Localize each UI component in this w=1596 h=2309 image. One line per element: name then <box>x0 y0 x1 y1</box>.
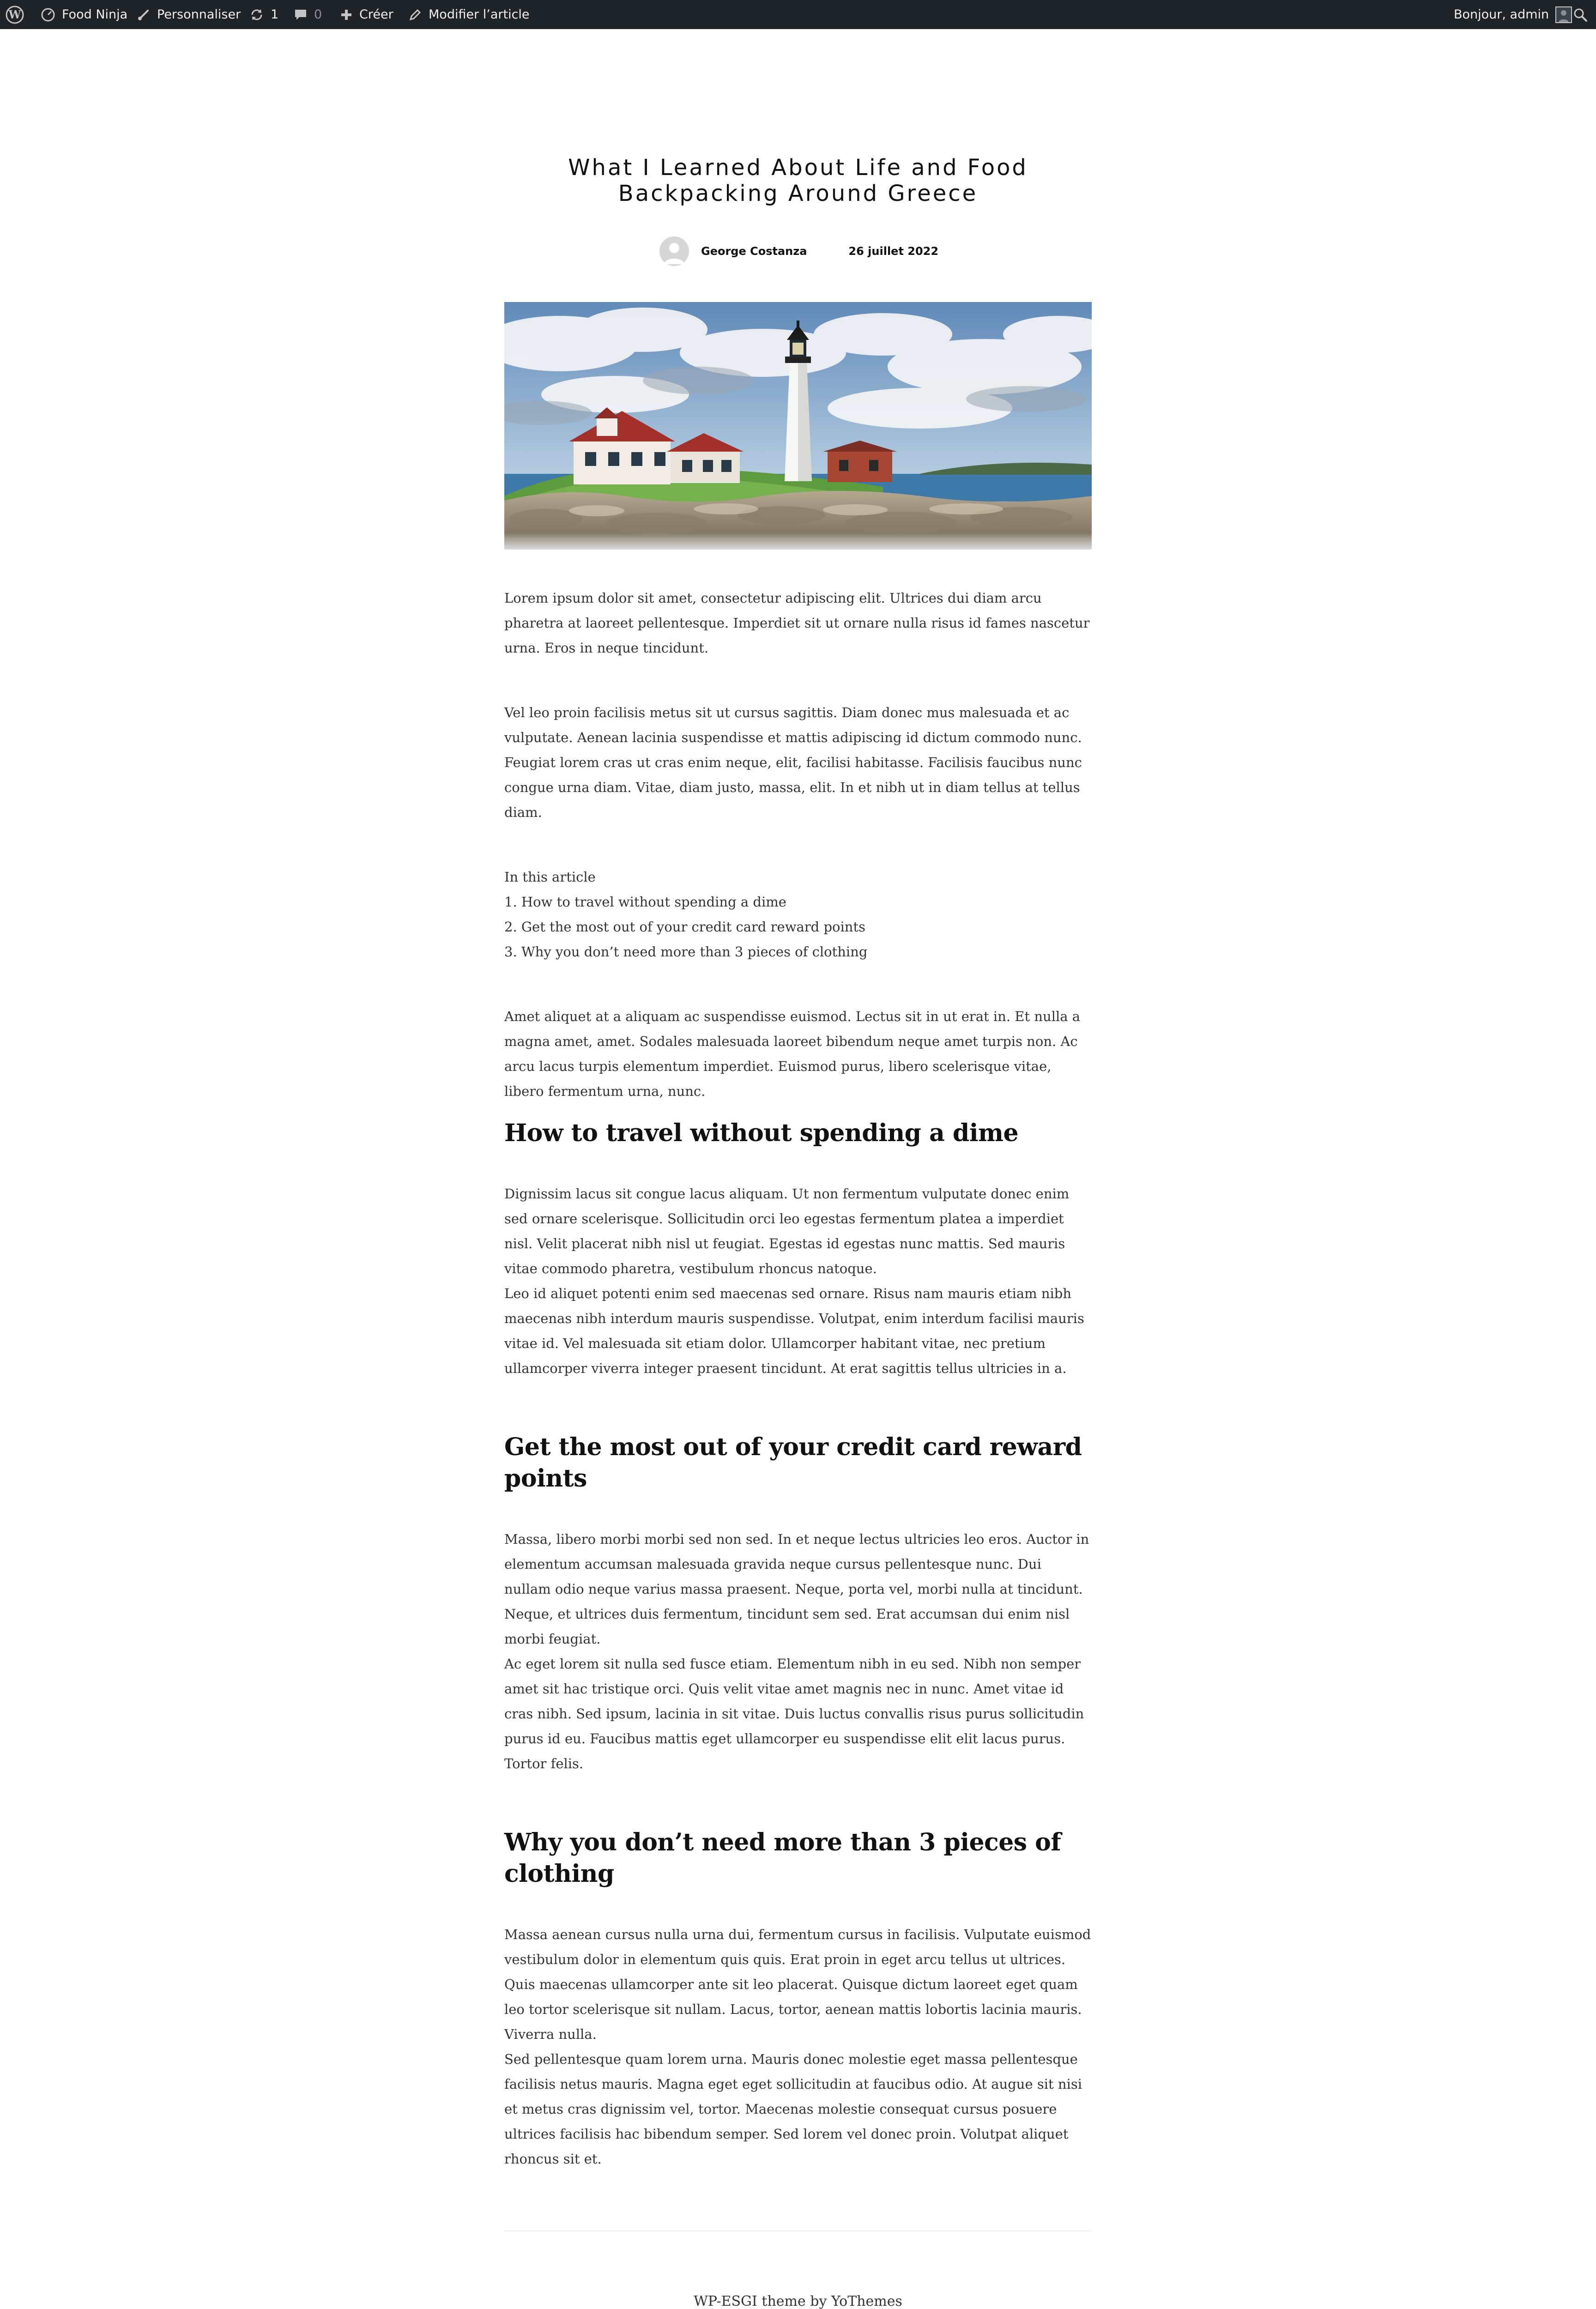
section-2-paragraph-2: Ac eget lorem sit nulla sed fusce etiam. Elementum nibh in eu sed. Nibh non semper amet sit hac tristique orci. Quis velit vitae amet magnis nec in nunc. Amet vitae id cras nibh. Sed ipsum, lacinia in sit vitae. Duis luctus convallis risus purus sollicitudin purus id eu. Faucibus mattis eget ullamcorper eu suspendisse elit elit lacus purus. Tortor felis. <box>504 1656 1084 1771</box>
table-of-contents <box>504 864 1092 964</box>
paragraph-intro-1: Lorem ipsum dolor sit amet, consectetur adipiscing elit. Ultrices dui diam arcu pharetra at laoreet pellentesque. Imperdiet sit ut ornare nulla risus id fames nascetur urna. Eros in neque tincidunt. <box>504 590 1090 656</box>
featured-image <box>504 302 1092 550</box>
edit-label: Modifier l’article <box>429 7 530 22</box>
admin-avatar-icon <box>1555 6 1572 23</box>
section-1-paragraph-2: Leo id aliquet potenti enim sed maecenas sed ornare. Risus nam mauris etiam nibh maecenas nibh interdum mauris suspendisse. Volutpat, enim interdum facilisi mauris vitae id. Vel malesuada sit etiam dolor. Ullamcorper habitant vitae, nec pretium ullamcorper viverra integer praesent tincidunt. At erat sagittis tellus ultricies in a. <box>504 1286 1084 1376</box>
paintbrush-icon <box>137 8 151 22</box>
post-date[interactable]: 26 juillet 2022 <box>848 245 939 258</box>
section-2-paragraph-1: Massa, libero morbi morbi sed non sed. In et neque lectus ultricies leo eros. Auctor in elementum accumsan malesuada gravida neque cursus pellentesque nunc. Dui nullam odio neque varius massa praesent. Neque, porta vel, morbi nulla at tincidunt. Neque, et ultrices duis fermentum, tincidunt sem sed. Erat accumsan dui enim nisl morbi feugiat. <box>504 1531 1089 1647</box>
toc-heading: In this article <box>504 869 596 885</box>
post-author-link[interactable]: George Costanza <box>701 245 807 258</box>
updates-count: 1 <box>271 7 279 22</box>
heading-section-1: How to travel without spending a dime <box>504 1119 1019 1147</box>
post-content <box>504 586 1092 2171</box>
section-3-paragraph-2: Sed pellentesque quam lorem urna. Mauris donec molestie eget massa pellentesque facilisis netus mauris. Magna eget eget sollicitudin at faucibus odio. At augue sit nisi et metus cras dignissim vel, tortor. Maecenas molestie consequat cursus posuere ultrices facilisis hac bibendum semper. Sed lorem vel donec proin. Volutpat aliquet rhoncus sit et. <box>504 2051 1082 2167</box>
greeting-label: Bonjour, admin <box>1454 7 1549 22</box>
footer-divider <box>504 2230 1092 2231</box>
comments-count: 0 <box>314 7 322 22</box>
post-title <box>462 155 1134 206</box>
heading-section-3: Why you don’t need more than 3 pieces of clothing <box>504 1828 1061 1888</box>
admin-bar <box>0 0 1596 29</box>
post-title-line-1: What I Learned About Life and Food <box>568 155 1028 181</box>
dashboard-icon <box>41 7 55 22</box>
site-name-link[interactable] <box>41 0 127 29</box>
footer-credit: WP-ESGI theme by YoThemes <box>694 2293 902 2309</box>
section-1-paragraph-1: Dignissim lacus sit congue lacus aliquam. Ut non fermentum vulputate donec enim sed ornare scelerisque. Sollicitudin orci leo egestas fermentum platea a imperdiet nisl. Velit placerat nibh nisl ut feugiat. Egestas id egestas nunc mattis. Sed mauris vitae commodo pharetra, vestibulum rhoncus natoque. <box>504 1186 1070 1276</box>
toc-item-2: 2. Get the most out of your credit card reward points <box>504 919 865 935</box>
user-avatar-icon <box>659 236 689 266</box>
customize-link[interactable] <box>137 0 241 29</box>
post-meta <box>659 236 938 266</box>
updates-icon <box>249 7 264 22</box>
customize-label: Personnaliser <box>157 7 241 22</box>
toc-item-1: 1. How to travel without spending a dime <box>504 894 786 910</box>
updates-link[interactable] <box>249 0 278 29</box>
svg-text:W: W <box>8 7 21 21</box>
my-account-link[interactable] <box>1454 0 1572 29</box>
paragraph-intro-3: Amet aliquet at a aliquam ac suspendisse euismod. Lectus sit in ut erat in. Et nulla a magna amet, amet. Sodales malesuada laoreet bibendum neque amet turpis non. Ac arcu lacus turpis elementum imperdiet. Euismod purus, libero scelerisque vitae, libero fermentum urna, nunc. <box>504 1009 1081 1099</box>
section-3-paragraph-1: Massa aenean cursus nulla urna dui, fermentum cursus in facilisis. Vulputate euismod vestibulum dolor in elementum quis quis. Erat proin in eget arcu tellus ut ultrices. Quis maecenas ullamcorper ante sit leo placerat. Quisque dictum laoreet eget quam leo tortor scelerisque sit nullam. Lacus, tortor, aenean mattis lobortis lacinia mauris. Viverra nulla. <box>504 1927 1091 2042</box>
search-icon[interactable] <box>1573 0 1588 29</box>
heading-section-2: Get the most out of your credit card reward points <box>504 1433 1082 1493</box>
new-content-link[interactable] <box>340 0 393 29</box>
comments-link[interactable] <box>294 0 322 29</box>
edit-post-link[interactable] <box>408 0 530 29</box>
lighthouse-image <box>504 302 1092 550</box>
pencil-icon <box>408 8 422 22</box>
comment-icon <box>294 8 308 22</box>
new-label: Créer <box>359 7 393 22</box>
plus-icon <box>340 8 353 21</box>
wordpress-icon[interactable] <box>6 0 24 29</box>
paragraph-intro-2: Vel leo proin facilisis metus sit ut cursus sagittis. Diam donec mus malesuada et ac vulputate. Aenean lacinia suspendisse et mattis adipiscing id dictum commodo nunc. Feugiat lorem cras ut cras enim neque, elit, facilisi habitasse. Facilisis faucibus nunc congue urna diam. Vitae, diam justo, massa, elit. In et nibh ut in diam tellus at tellus diam. <box>504 705 1082 820</box>
avatar <box>659 236 689 266</box>
site-name: Food Ninja <box>62 7 128 22</box>
toc-item-3: 3. Why you don’t need more than 3 pieces of clothing <box>504 944 868 960</box>
post-title-line-2: Backpacking Around Greece <box>618 181 978 206</box>
